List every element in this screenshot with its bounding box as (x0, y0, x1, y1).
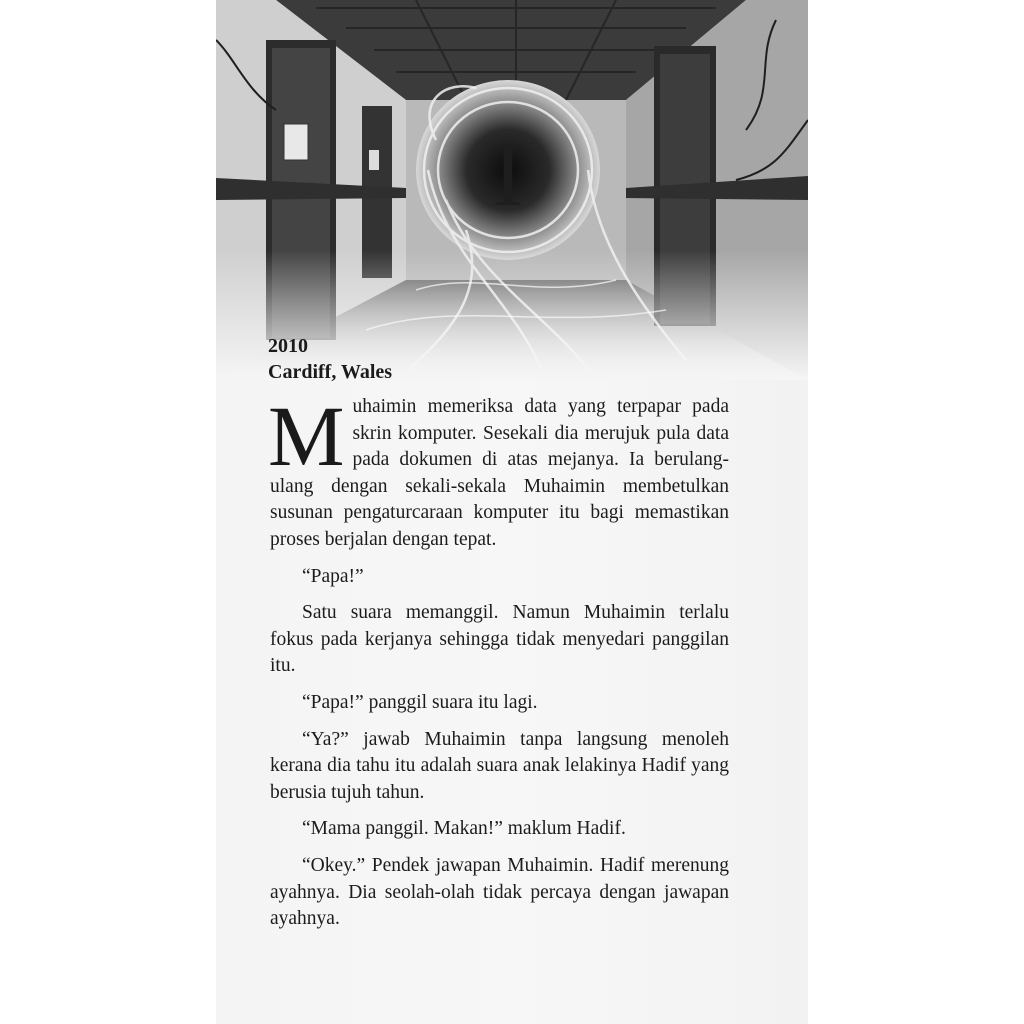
paragraph: “Mama panggil. Makan!” maklum Hadif. (302, 818, 626, 840)
drop-cap: M (268, 388, 345, 484)
chapter-numeral: I (492, 123, 524, 225)
paragraph: “Okey.” Pendek jawapan Muhaimin. Hadif merenung ayahnya. Dia seolah-olah tidak percaya dengan jawapan ayahnya. (270, 854, 729, 930)
paragraph: “Ya?” jawab Muhaimin tanpa langsung menoleh kerana dia tahu itu adalah suara anak lelakinya Hadif yang berusia tujuh tahun. (270, 728, 729, 803)
paragraph: Satu suara memanggil. Namun Muhaimin terlalu fokus pada kerjanya sehingga tidak menyedari panggilan itu. (270, 602, 729, 677)
setting-year: 2010 (268, 335, 308, 357)
opening-paragraph (268, 388, 729, 554)
paragraph: “Papa!” panggil suara itu lagi. (302, 691, 538, 713)
book-page (216, 0, 808, 1024)
setting-heading (268, 333, 392, 385)
opening-text: uhaimin memeriksa data yang terpapar pada skrin komputer. Sesekali dia merujuk pula data pada dokumen di atas mejanya. Ia berulang-ulang dengan sekali-sekala Muhaimin membetulkan susunan pengaturcaraan komputer itu bagi memastikan proses berjalan dengan tepat. (270, 396, 729, 550)
chapter-text (268, 388, 729, 933)
paragraph: “Papa!” (302, 565, 364, 587)
setting-place: Cardiff, Wales (268, 361, 393, 383)
